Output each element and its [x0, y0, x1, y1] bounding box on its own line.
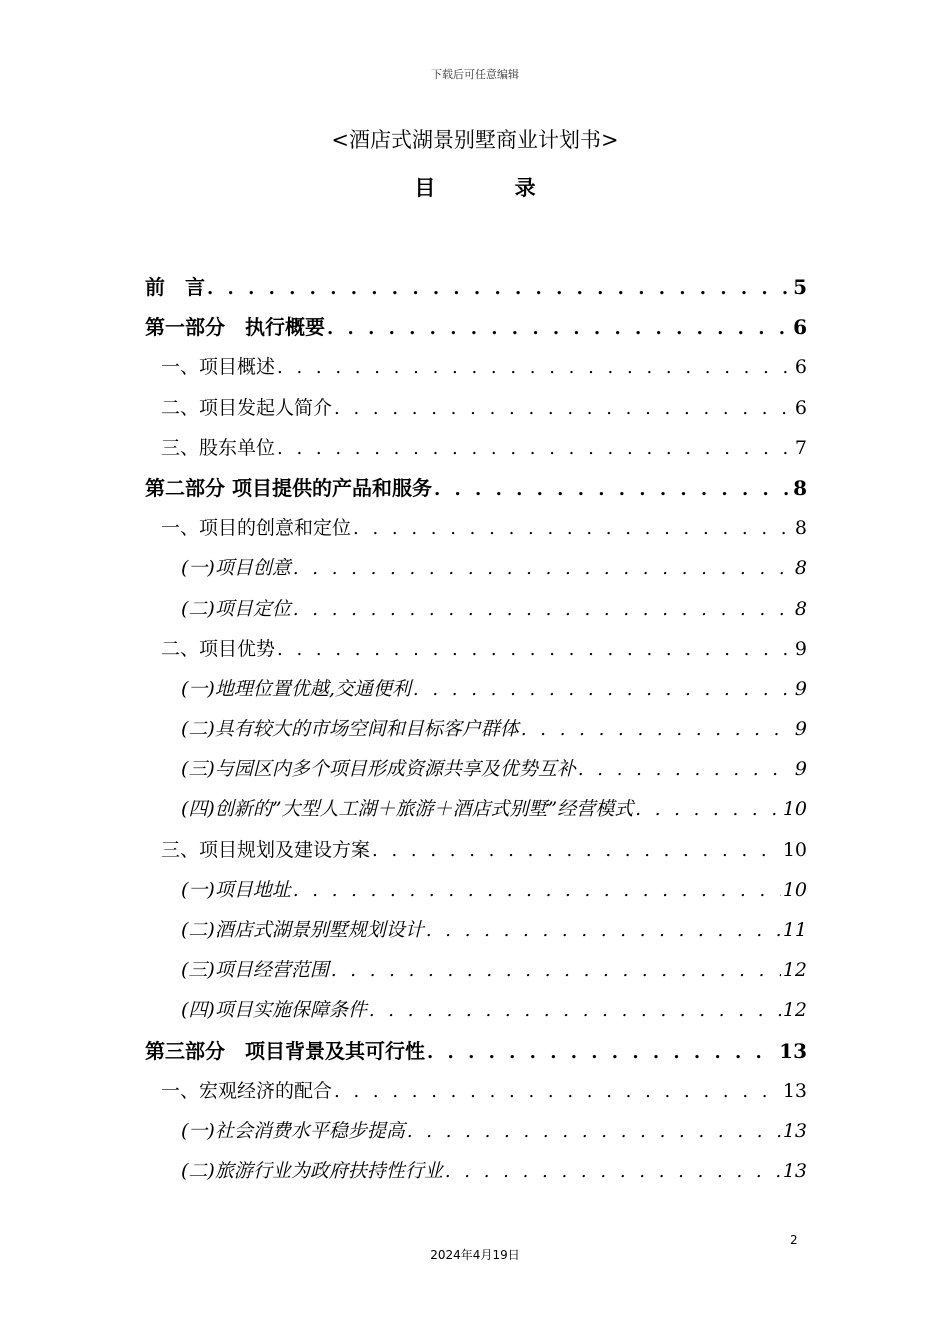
- toc-leader-dots: [434, 470, 791, 508]
- toc-leader-dots: [578, 750, 793, 789]
- toc-entry-page: 9: [794, 677, 807, 700]
- toc-entry-label: (二)项目定位: [181, 597, 291, 620]
- toc-leader-dots: [427, 1033, 777, 1071]
- toc-entry-page: 13: [782, 1160, 807, 1183]
- toc-entry[interactable]: [145, 830, 807, 870]
- toc-entry-label: (一)社会消费水平稳步提高: [181, 1119, 405, 1142]
- toc-entry-label: (四)项目实施保障条件: [181, 999, 367, 1022]
- toc-entry-label: 三、股东单位: [161, 436, 276, 459]
- toc-entry[interactable]: [145, 950, 807, 990]
- toc-entry-label: (二)酒店式湖景别墅规划设计: [181, 919, 424, 941]
- toc-entry-page: 9: [794, 758, 807, 781]
- toc-entry[interactable]: [145, 629, 807, 669]
- toc-leader-dots: [635, 790, 781, 829]
- toc-entry[interactable]: [145, 548, 807, 588]
- toc-entry[interactable]: [145, 347, 807, 387]
- toc-leader-dots: [369, 991, 781, 1030]
- toc-entry[interactable]: [145, 307, 807, 347]
- toc-leader-dots: [445, 1152, 781, 1191]
- toc-entry[interactable]: [145, 910, 807, 950]
- toc-heading: 目 录: [414, 175, 572, 200]
- toc-entry-label: (四)创新的”大型人工湖＋旅游＋酒店式别墅”经营模式: [181, 798, 634, 821]
- toc-entry-page: 10: [782, 838, 807, 861]
- toc-entry[interactable]: [145, 1151, 807, 1191]
- toc-leader-dots: [277, 348, 793, 387]
- toc-entry-page: 8: [794, 517, 807, 540]
- toc-entry-page: 12: [782, 999, 807, 1022]
- toc-entry[interactable]: [145, 1071, 807, 1111]
- toc-leader-dots: [521, 710, 793, 749]
- toc-entry[interactable]: [145, 267, 807, 307]
- toc-leader-dots: [277, 630, 793, 669]
- toc-entry-label: (二)具有较大的市场空间和目标客户群体: [181, 718, 519, 741]
- toc-entry-label: (三)项目经营范围: [181, 959, 329, 982]
- toc-entry-label: (二)旅游行业为政府扶持性行业: [181, 1160, 443, 1183]
- toc-entry[interactable]: [145, 428, 807, 468]
- toc-entry[interactable]: [145, 388, 807, 428]
- toc-entry[interactable]: [145, 749, 807, 789]
- toc-entry-label: 前 言: [145, 275, 205, 299]
- toc-entry-page: 9: [794, 718, 807, 741]
- toc-entry-label: 一、宏观经济的配合: [161, 1079, 333, 1102]
- toc-leader-dots: [413, 670, 793, 709]
- toc-entry[interactable]: [145, 508, 807, 548]
- toc-entry-page: 10: [782, 878, 807, 901]
- toc-entry-page: 8: [794, 557, 807, 580]
- toc-entry-page: 8: [794, 597, 807, 620]
- toc-entry[interactable]: [145, 589, 807, 629]
- toc-entry-page: 8: [793, 475, 807, 500]
- toc-entry-label: (三)与园区内多个项目形成资源共享及优势互补: [181, 758, 576, 781]
- toc-entry-page: 13: [782, 1079, 807, 1102]
- toc-entry[interactable]: [145, 789, 807, 829]
- toc-entry-label: (一)项目创意: [181, 557, 291, 580]
- toc-leader-dots: [334, 1072, 781, 1111]
- toc-entry-page: 11: [782, 919, 807, 941]
- table-of-contents: [145, 267, 807, 1191]
- toc-entry-label: 第三部分 项目背景及其可行性: [145, 1038, 425, 1063]
- toc-entry-page: 6: [793, 315, 807, 340]
- page-number: 2: [790, 1233, 798, 1247]
- footer-date: 2024年4月19日: [430, 1248, 520, 1262]
- toc-entry-page: 12: [782, 959, 807, 982]
- toc-entry[interactable]: [145, 870, 807, 910]
- toc-entry-page: 13: [779, 1038, 807, 1063]
- document-title: <酒店式湖景别墅商业计划书>: [331, 128, 619, 152]
- toc-leader-dots: [372, 831, 781, 870]
- toc-leader-dots: [353, 509, 793, 548]
- toc-entry[interactable]: [145, 1031, 807, 1071]
- toc-entry[interactable]: [145, 709, 807, 749]
- toc-leader-dots: [426, 911, 781, 950]
- page-header: 下载后可任意编辑: [431, 68, 519, 81]
- toc-entry-label: 三、项目规划及建设方案: [161, 838, 371, 861]
- toc-entry[interactable]: [145, 990, 807, 1030]
- toc-entry-label: 一、项目的创意和定位: [161, 517, 352, 540]
- toc-entry-label: 第一部分 执行概要: [145, 315, 325, 340]
- toc-leader-dots: [327, 309, 791, 347]
- toc-entry-page: 5: [793, 275, 807, 299]
- toc-entry-page: 6: [794, 396, 807, 419]
- toc-leader-dots: [407, 1112, 781, 1151]
- toc-entry-page: 13: [782, 1119, 807, 1142]
- toc-entry-page: 10: [782, 798, 807, 821]
- toc-leader-dots: [277, 429, 793, 468]
- toc-entry-page: 7: [794, 436, 807, 459]
- toc-entry[interactable]: [145, 669, 807, 709]
- toc-entry[interactable]: [145, 1111, 807, 1151]
- toc-entry-label: 一、项目概述: [161, 356, 276, 379]
- toc-entry-label: 二、项目发起人简介: [161, 396, 333, 419]
- toc-entry-page: 9: [794, 637, 807, 660]
- toc-leader-dots: [293, 590, 793, 629]
- toc-leader-dots: [331, 951, 781, 990]
- toc-entry-label: 第二部分 项目提供的产品和服务: [145, 475, 432, 500]
- toc-leader-dots: [334, 389, 793, 428]
- toc-entry-page: 6: [794, 356, 807, 379]
- toc-leader-dots: [293, 549, 793, 588]
- toc-leader-dots: [207, 269, 791, 307]
- toc-entry-label: (一)地理位置优越,交通便利: [181, 677, 411, 700]
- toc-leader-dots: [293, 871, 781, 910]
- toc-entry[interactable]: [145, 468, 807, 508]
- toc-entry-label: 二、项目优势: [161, 637, 276, 660]
- toc-entry-label: (一)项目地址: [181, 878, 291, 901]
